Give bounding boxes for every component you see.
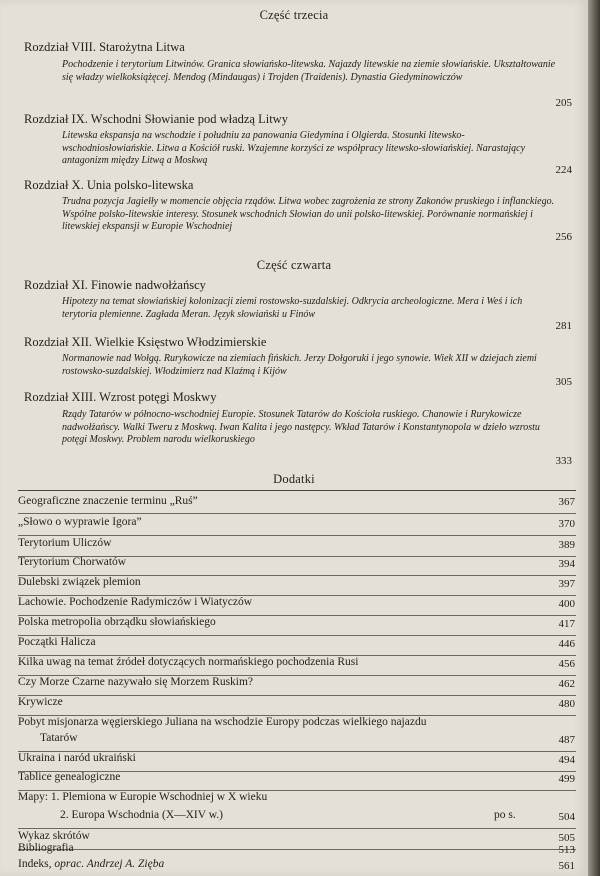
chapter-title-x: Rozdział X. Unia polsko-litewska (24, 178, 194, 192)
appendix-entry-krywicze: Krywicze (18, 696, 63, 708)
appendix-entry-lachowie: Lachowie. Pochodzenie Radymiczów i Wiatyczów (18, 596, 253, 608)
appendix-entry-mapy-suffix: po s. (494, 809, 516, 821)
appendix-page-morze: 462 (558, 678, 575, 690)
appendix-entry-tablice: Tablice genealogiczne (18, 771, 121, 783)
part-title-4: Część czwarta (256, 258, 332, 272)
chapter-desc-x: Trudna pozycja Jagiełły w momencie objęcia rządów. Litwa wobec zagrożenia ze strony Zakonów pruskiego i inflanckiego. Wspólne polsko-litewskie interesy. Stosunek wschodnich Słowian do unii polsko-litewskiej. Porównanie normańskiej i litewskiej ekspansji w Europie Wschodniej (62, 196, 555, 233)
appendix-page-indeks: 561 (558, 860, 575, 872)
appendix-page-ulicze: 389 (558, 539, 575, 551)
chapter-page-xii: 305 (555, 376, 572, 388)
appendix-entry-normanowie: Kilka uwag na temat źródeł dotyczących normańskiego pochodzenia Rusi (18, 656, 359, 668)
appendix-page-krywicze: 480 (558, 698, 575, 710)
appendix-entry-ukraina: Ukraina i naród ukraiński (18, 752, 136, 764)
appendix-page-ukraina: 494 (558, 754, 575, 766)
appendix-page-lachowie: 400 (558, 598, 575, 610)
appendix-page-slowo: 370 (558, 518, 575, 530)
chapter-page-xi: 281 (555, 320, 572, 332)
chapter-title-xi: Rozdział XI. Finowie nadwołżańscy (24, 278, 206, 292)
chapter-page-viii: 205 (555, 97, 572, 109)
chapter-page-x: 256 (555, 231, 572, 243)
chapter-desc-xi: Hipotezy na temat słowiańskiej kolonizacji ziemi rostowsko-suzdalskiej. Odkrycia archeologiczne. Mera i Weś i ich terytoria plemienne. Zagłada Meran. Język słowiański u Finów (62, 296, 523, 320)
appendix-page-rus: 367 (558, 496, 575, 508)
appendix-entry-metropolia: Polska metropolia obrządku słowiańskiego (18, 616, 216, 628)
chapter-desc-ix: Litewska ekspansja na wschodzie i południu za panowania Giedymina i Olgierda. Stosunki litewsko-wschodniosłowiańskie. Litwa a Kościół ruski. Wzajemne korzyści ze współpracy litewsko-słowiańskiej. Narastający antagonizm między Litwą a Moskwą (62, 130, 526, 167)
chapter-page-ix: 224 (555, 164, 572, 176)
appendix-entry-indeks (18, 858, 538, 870)
appendix-entry-slowo: „Słowo o wyprawie Igora” (18, 516, 142, 528)
chapter-title-xii: Rozdział XII. Wielkie Księstwo Włodzimierskie (24, 335, 267, 349)
appendix-entry-bibliografia: Bibliografia (18, 842, 74, 854)
page-edge-shadow (588, 0, 600, 876)
part-title-3: Część trzecia (259, 8, 329, 22)
appendix-page-julian: 487 (558, 734, 575, 746)
appendix-entry-ulicze: Terytorium Uliczów (18, 537, 112, 549)
appendix-page-mapy: 504 (558, 811, 575, 823)
appendix-entry-halicz: Początki Halicza (18, 636, 96, 648)
chapter-title-viii: Rozdział VIII. Starożytna Litwa (24, 40, 185, 54)
indeks-label: Indeks, (18, 858, 52, 870)
appendix-page-tablice: 499 (558, 773, 575, 785)
appendix-entry-mapy-2: 2. Europa Wschodnia (X—XIV w.) (60, 809, 223, 821)
entry-rule (18, 535, 576, 536)
appendix-page-chorwaci: 394 (558, 558, 575, 570)
appendix-page-normanowie: 456 (558, 658, 575, 670)
chapter-page-xiii: 333 (555, 455, 572, 467)
chapter-desc-xiii: Rządy Tatarów w północno-wschodniej Europie. Stosunek Tatarów do Kościoła ruskiego. Chanowie i Rurykowicze nadwołżańscy. Walki Tweru z Moskwą. Iwan Kalita i jego następcy. Wkład Tatarów i Konstantynopola w dzieło wzrostu potęgi Moskwy. Problem narodu wielkoruskiego (62, 409, 540, 446)
appendix-entry-rus: Geograficzne znaczenie terminu „Ruś” (18, 495, 198, 507)
chapter-title-xiii: Rozdział XIII. Wzrost potęgi Moskwy (24, 390, 217, 404)
entry-rule (18, 828, 576, 829)
appendix-entry-julian-cont: Tatarów (40, 732, 78, 744)
chapter-desc-viii: Pochodzenie i terytorium Litwinów. Granica słowiańsko-litewska. Najazdy litewskie na ziemie słowiańskie. Ukształtowanie się władzy wielkoksiążęcej. Mendog (Mindaugas) i Trojden (Traidenis). Dynastia Giedyminowiczów (62, 59, 556, 83)
appendix-entry-julian: Pobyt misjonarza węgierskiego Juliana na wschodzie Europy podczas wielkiego najazdu (18, 716, 427, 728)
appendix-page-metropolia: 417 (558, 618, 575, 630)
appendix-entry-dulebowie: Dulebski związek plemion (18, 576, 141, 588)
appendix-entry-mapy: Mapy: 1. Plemiona w Europie Wschodniej w X wieku (18, 791, 268, 803)
chapter-desc-xii: Normanowie nad Wołgą. Rurykowicze na ziemiach fińskich. Jerzy Dołgoruki i jego synowie. Wiek XII w dziejach ziemi rostowsko-suzdalskiej. Włodzimierz nad Klaźmą i Kijów (62, 353, 537, 377)
appendix-top-rule (18, 490, 576, 491)
appendix-entry-skroty: Wykaz skrótów (18, 830, 90, 842)
entry-rule (18, 513, 576, 514)
appendix-page-halicz: 446 (558, 638, 575, 650)
part-title-appendix: Dodatki (273, 472, 315, 486)
appendix-page-dulebowie: 397 (558, 578, 575, 590)
appendix-page-skroty: 505 (558, 832, 575, 844)
indeks-author: oprac. Andrzej A. Zięba (54, 858, 165, 870)
appendix-entry-chorwaci: Terytorium Chorwatów (18, 556, 127, 568)
appendix-page-bibliografia: 513 (558, 844, 575, 856)
chapter-title-ix: Rozdział IX. Wschodni Słowianie pod władzą Litwy (24, 112, 288, 126)
appendix-entry-morze: Czy Morze Czarne nazywało się Morzem Ruskim? (18, 676, 254, 688)
